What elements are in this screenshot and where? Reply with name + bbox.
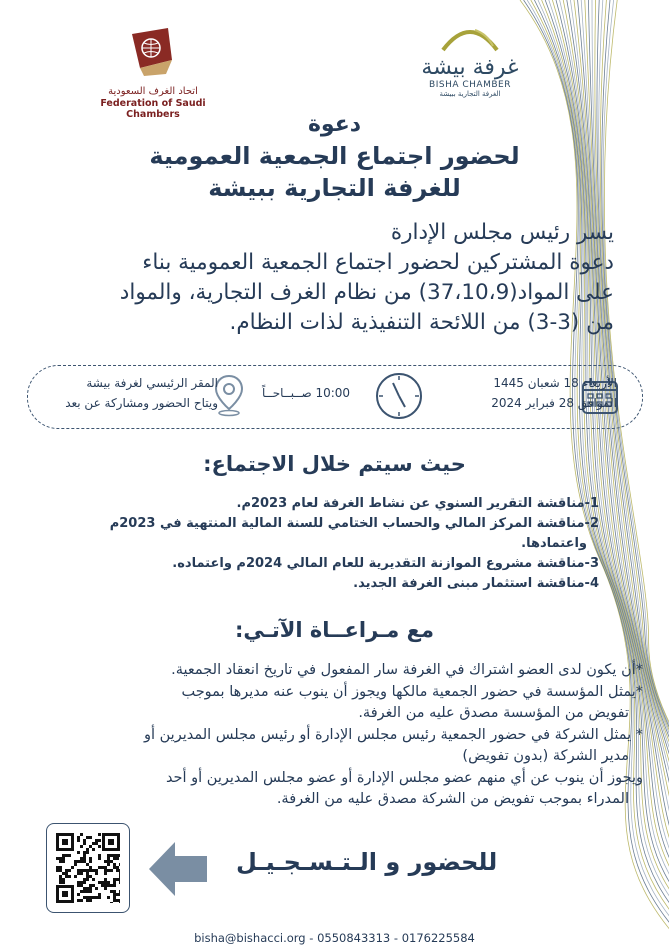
qr-code-icon — [56, 833, 120, 903]
register-label: للحضور و الـتـسـجـيـل — [236, 848, 498, 876]
agenda-list — [39, 494, 599, 594]
agenda-item: 2-مناقشة المركز المالي والحساب الختامي للسنة المالية المنتهية في 2023م — [109, 516, 599, 531]
invitation-line: على المواد(37،10،9) من نظام الغرف التجارية، والمواد — [119, 280, 614, 305]
agenda-item: 1-مناقشة التقرير السنوي عن نشاط الغرفة لعام 2023م. — [236, 496, 599, 511]
agenda-item-continuation: واعتمادها. — [521, 536, 587, 551]
fsc-english-name: Federation of Saudi Chambers — [100, 98, 206, 120]
meeting-place — [58, 373, 218, 413]
arrow-left-icon — [145, 836, 211, 902]
notes-list — [25, 660, 643, 811]
meeting-time: 10:00 صــبــاحــاً — [262, 386, 351, 400]
invitation-line: من (3-3) من اللائحة التنفيذية لذات النظام. — [229, 310, 614, 335]
bisha-arabic-name: غرفة بيشة — [421, 55, 519, 80]
note-line: مدير الشركة (بدون تفويض) — [462, 748, 629, 764]
place-main: المقر الرئيسي لغرفة بيشة — [86, 376, 218, 390]
meeting-date — [437, 373, 617, 413]
date-gregorian: الموافق 28 فبراير 2024 — [491, 396, 617, 410]
agenda-item: 4-مناقشة استثمار مبنى الغرفة الجديد. — [353, 576, 599, 591]
note-line: المدراء بموجب تفويض من الشركة مصدق عليه من الغرفة. — [276, 791, 629, 807]
note-line: تفويض من المؤسسة مصدق عليه من الغرفة. — [358, 705, 629, 721]
registration-qr-code[interactable] — [46, 823, 130, 913]
federation-saudi-chambers-logo — [88, 24, 218, 120]
bisha-arabic-subtitle: الغرفة التجارية ببيشة — [439, 90, 501, 98]
note-line: ويجوز أن ينوب عن أي منهم عضو مجلس الإدارة أو عضو مجلس المديرين أو أحد — [165, 769, 643, 786]
title-chamber: للغرفة التجارية ببيشة — [208, 174, 461, 202]
notes-title: مع مـراعــاة الآتـي: — [235, 618, 434, 642]
agenda-title: حيث سيتم خلال الاجتماع: — [203, 452, 466, 476]
invitation-line: دعوة المشتركين لحضور اجتماع الجمعية العمومية بناء — [142, 250, 614, 275]
bisha-english-name: BISHA CHAMBER — [429, 80, 511, 90]
title-meeting: لحضور اجتماع الجمعية العمومية — [149, 142, 520, 170]
bisha-arc-icon — [435, 20, 505, 52]
title-invitation: دعوة — [307, 112, 362, 137]
place-remote: ويتاح الحضور ومشاركة عن بعد — [65, 396, 218, 410]
contact-info: bisha@bishacci.org - 0550843313 - 0176225584 — [194, 931, 475, 945]
note-line: * يمثل الشركة في حضور الجمعية رئيس مجلس الإدارة أو رئيس مجلس المديرين أو — [143, 726, 643, 743]
invitation-paragraph — [34, 218, 614, 338]
note-line: *أن يكون لدى العضو اشتراك في الغرفة سار المفعول في تاريخ انعقاد الجمعية. — [171, 662, 643, 678]
agenda-item: 3-مناقشة مشروع الموازنة التقديرية للعام المالي 2024م واعتماده. — [172, 556, 599, 571]
bisha-chamber-logo — [400, 20, 540, 98]
invitation-line: يسر رئيس مجلس الإدارة — [390, 220, 614, 245]
fsc-emblem-icon — [126, 24, 180, 78]
clock-icon — [374, 371, 424, 421]
fsc-arabic-name: اتحاد الغرف السعودية — [108, 86, 198, 97]
note-line: *يمثل المؤسسة في حضور الجمعية مالكها ويجوز أن ينوب عنه مديرها بموجب — [181, 683, 643, 700]
date-hijri: الأربعاء 18 شعبان 1445 — [493, 376, 617, 390]
